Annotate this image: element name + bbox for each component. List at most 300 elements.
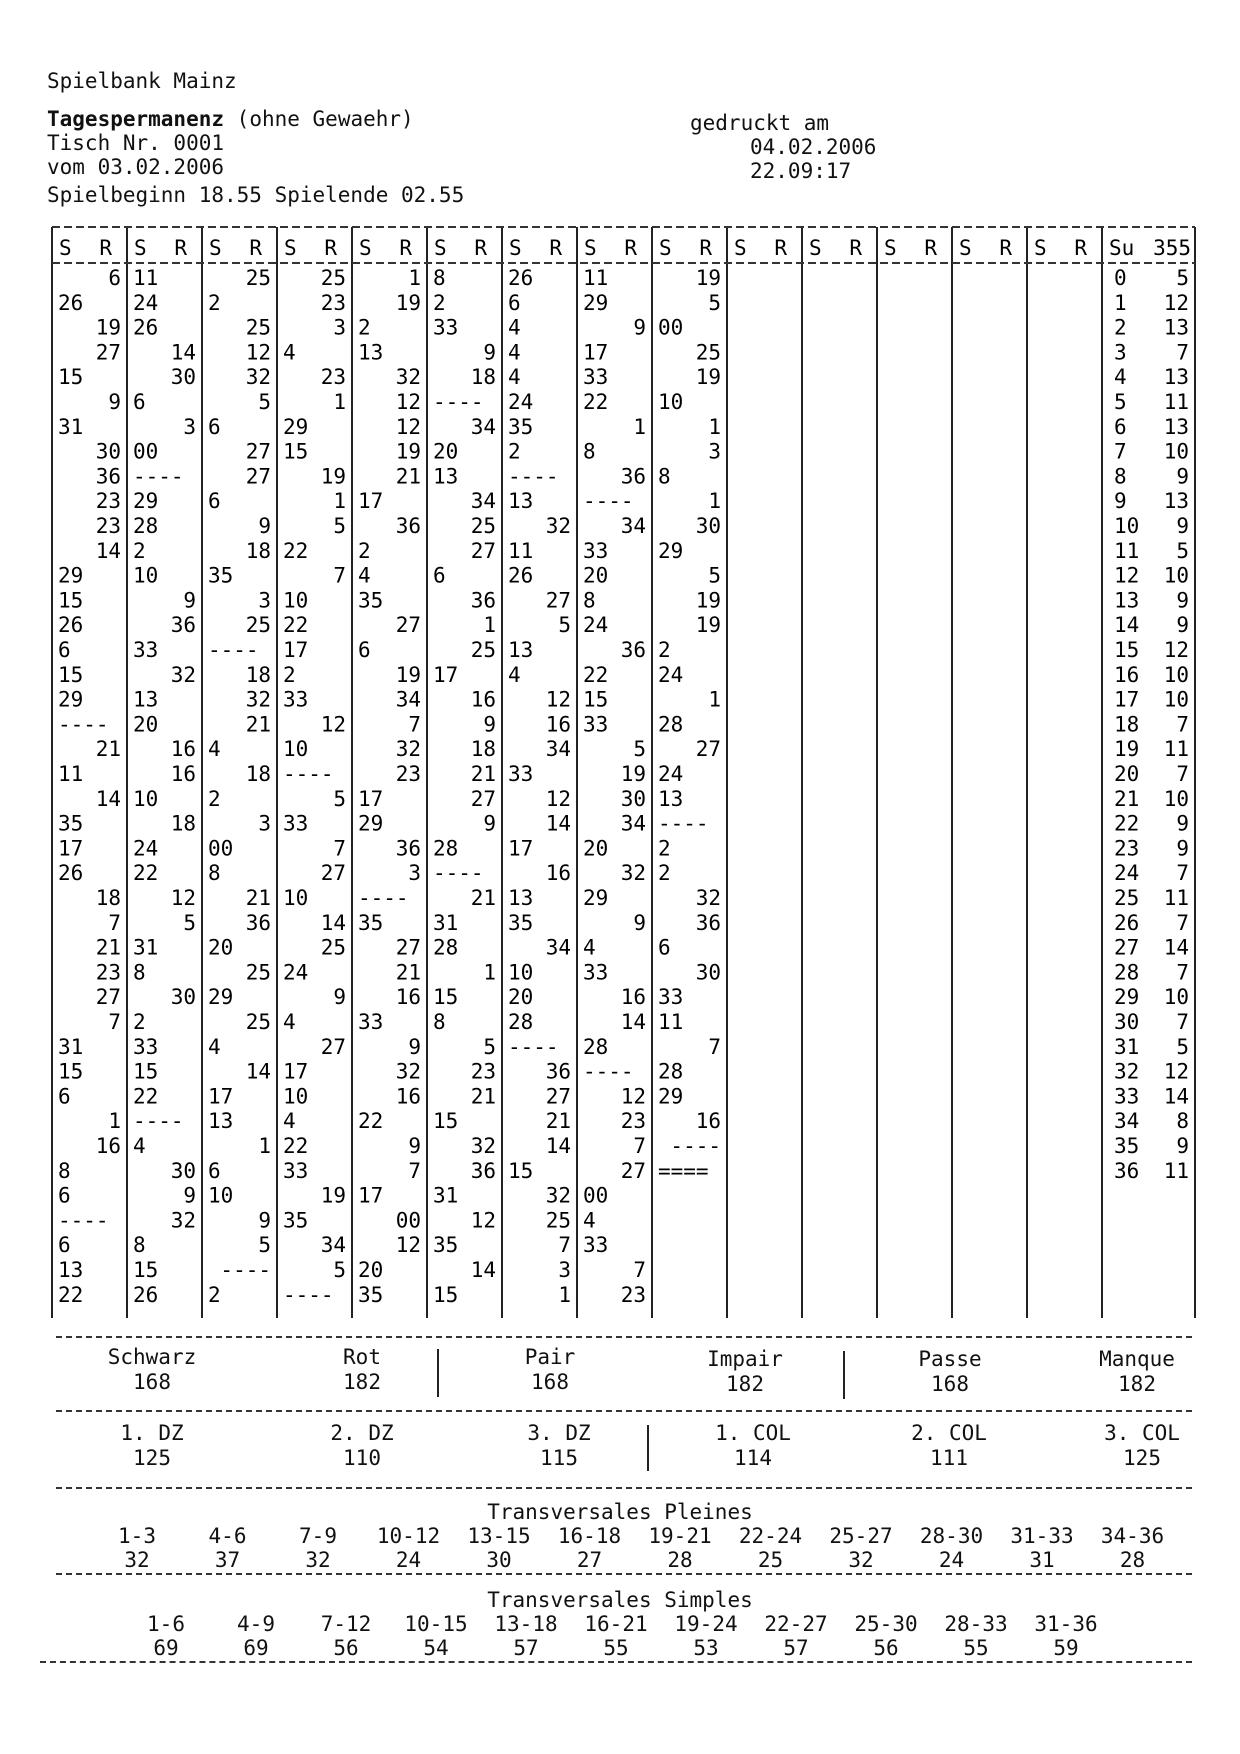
spin-number: ---- bbox=[283, 762, 334, 786]
spin-number: 5 bbox=[183, 910, 196, 935]
spin-number: 2 bbox=[508, 439, 521, 464]
spin-number: 4 bbox=[508, 340, 521, 365]
manque-label: Manque bbox=[1099, 1347, 1175, 1371]
spin-number: 12 bbox=[470, 1208, 496, 1233]
spin-number: 14 bbox=[470, 1258, 496, 1282]
spin-number: 19 bbox=[395, 290, 421, 315]
spin-number: 13 bbox=[508, 638, 534, 662]
transversale-pleine-label: 10-12 bbox=[376, 1524, 441, 1548]
frequency-count: 10 bbox=[1163, 563, 1189, 588]
transversale-pleine-label: 7-9 bbox=[299, 1524, 337, 1548]
spin-number: 1 bbox=[708, 489, 721, 514]
casino-name: Spielbank Mainz bbox=[47, 69, 237, 93]
frequency-count: 11 bbox=[1163, 1158, 1189, 1183]
column-header-r: R bbox=[849, 236, 862, 260]
spin-number: 00 bbox=[133, 439, 159, 464]
spin-number: 15 bbox=[133, 1258, 159, 1282]
spin-number: 34 bbox=[320, 1233, 346, 1258]
spin-number: 14 bbox=[95, 786, 121, 811]
frequency-count: 7 bbox=[1176, 960, 1189, 985]
frequency-number: 4 bbox=[1114, 365, 1127, 390]
spin-number: 35 bbox=[358, 910, 384, 935]
spin-number: 33 bbox=[133, 638, 159, 662]
column-header-s: S bbox=[209, 236, 222, 260]
spin-number: 16 bbox=[545, 712, 571, 737]
transversale-pleine-value: 24 bbox=[395, 1548, 422, 1572]
frequency-count: 9 bbox=[1176, 514, 1189, 538]
impair-label: Impair bbox=[707, 1347, 783, 1371]
spin-number: 12 bbox=[320, 712, 346, 737]
column-header-r: R bbox=[324, 236, 337, 260]
spin-number: 33 bbox=[358, 1010, 384, 1034]
column-header-s: S bbox=[1034, 236, 1047, 260]
spin-number: 30 bbox=[620, 786, 646, 811]
column-header-s: S bbox=[659, 236, 672, 260]
spin-number: 24 bbox=[133, 836, 159, 861]
spin-number: 12 bbox=[545, 687, 571, 712]
spin-number: 1 bbox=[633, 414, 646, 439]
spin-number: 5 bbox=[258, 1233, 271, 1258]
column-header-s: S bbox=[134, 236, 147, 260]
frequency-number: 5 bbox=[1114, 390, 1127, 414]
frequency-number: 20 bbox=[1114, 762, 1140, 786]
spin-number: 4 bbox=[358, 563, 371, 588]
column-header-r: R bbox=[549, 236, 562, 260]
spin-number: 2 bbox=[133, 1010, 146, 1034]
spin-number: 14 bbox=[245, 1059, 271, 1084]
spin-number: 27 bbox=[320, 861, 346, 886]
spin-number: 27 bbox=[95, 985, 121, 1010]
spin-number: 33 bbox=[583, 960, 609, 985]
frequency-count: 11 bbox=[1163, 390, 1189, 414]
column-header-r: R bbox=[699, 236, 712, 260]
spin-number: 2 bbox=[283, 662, 296, 687]
spin-number: 9 bbox=[258, 1208, 271, 1233]
spin-number: ---- bbox=[220, 1258, 271, 1282]
frequency-count: 7 bbox=[1176, 861, 1189, 886]
spin-number: 23 bbox=[395, 762, 421, 786]
printed-time: 22.09:17 bbox=[750, 159, 852, 183]
spin-number: 8 bbox=[208, 861, 221, 886]
frequency-number: 21 bbox=[1114, 786, 1140, 811]
spin-number: 2 bbox=[358, 538, 371, 563]
transversale-pleine-label: 25-27 bbox=[829, 1524, 893, 1548]
transversale-pleine-value: 37 bbox=[214, 1548, 241, 1572]
spin-number: 13 bbox=[433, 464, 459, 489]
spin-number: 6 bbox=[358, 638, 371, 662]
spin-number: 26 bbox=[133, 315, 159, 340]
transversale-simple-value: 55 bbox=[963, 1636, 989, 1660]
rot-value: 182 bbox=[343, 1370, 381, 1394]
spin-number: 3 bbox=[183, 414, 196, 439]
spin-number: 17 bbox=[508, 836, 534, 861]
spin-number: 1 bbox=[483, 613, 496, 638]
spin-number: 34 bbox=[470, 414, 496, 439]
spin-number: 27 bbox=[95, 340, 121, 365]
frequency-count: 10 bbox=[1163, 985, 1189, 1010]
spin-number: 18 bbox=[245, 538, 271, 563]
spin-number: 25 bbox=[695, 340, 721, 365]
frequency-count: 9 bbox=[1176, 464, 1189, 489]
transversale-simple-label: 1-6 bbox=[147, 1612, 185, 1636]
transversale-pleine-value: 32 bbox=[124, 1548, 150, 1572]
spin-number: 19 bbox=[695, 266, 721, 290]
spin-number: 14 bbox=[545, 1134, 571, 1158]
spin-number: 36 bbox=[695, 910, 721, 935]
spin-number: 35 bbox=[508, 910, 534, 935]
spin-number: 3 bbox=[333, 315, 346, 340]
spin-number: 8 bbox=[658, 464, 671, 489]
frequency-number: 12 bbox=[1114, 563, 1140, 588]
spin-number: 35 bbox=[58, 811, 84, 836]
spin-number: 3 bbox=[258, 811, 271, 836]
spin-number: 33 bbox=[283, 687, 309, 712]
spin-number: 3 bbox=[558, 1258, 571, 1282]
spin-number: 36 bbox=[95, 464, 121, 489]
frequency-number: 6 bbox=[1114, 414, 1127, 439]
spin-number: 33 bbox=[283, 1158, 309, 1183]
spin-number: 23 bbox=[95, 960, 121, 985]
spin-number: 7 bbox=[108, 910, 121, 935]
spin-number: 28 bbox=[433, 935, 459, 960]
transversale-simple-label: 28-33 bbox=[944, 1612, 1008, 1636]
column-header-r: R bbox=[474, 236, 487, 260]
transversale-simple-value: 55 bbox=[603, 1636, 629, 1660]
frequency-number: 24 bbox=[1114, 861, 1140, 886]
report-title bbox=[47, 107, 414, 131]
spin-number: 13 bbox=[208, 1109, 234, 1134]
spin-number: 20 bbox=[583, 836, 609, 861]
frequency-number: 35 bbox=[1114, 1134, 1140, 1158]
frequency-count: 10 bbox=[1163, 687, 1189, 712]
spin-number: 9 bbox=[408, 1134, 421, 1158]
frequency-count: 12 bbox=[1163, 1059, 1189, 1084]
spin-number: 17 bbox=[58, 836, 84, 861]
frequency-count: 13 bbox=[1163, 365, 1189, 390]
spin-number: 19 bbox=[695, 613, 721, 638]
spin-number: 10 bbox=[283, 737, 309, 762]
spin-number: 1 bbox=[558, 1282, 571, 1307]
summary-divider-3 bbox=[56, 1487, 1192, 1489]
spin-number: ---- bbox=[508, 1034, 559, 1059]
spin-number: 36 bbox=[545, 1059, 571, 1084]
spin-number: 4 bbox=[283, 340, 296, 365]
spin-number: 6 bbox=[208, 414, 221, 439]
spin-number: 9 bbox=[258, 514, 271, 538]
spin-number: 15 bbox=[508, 1158, 534, 1183]
dozen-1-label: 1. DZ bbox=[120, 1421, 184, 1445]
spin-number: 10 bbox=[133, 786, 159, 811]
spin-number: 28 bbox=[658, 1059, 684, 1084]
pair-label: Pair bbox=[524, 1345, 576, 1369]
transversales-pleines-title: Transversales Pleines bbox=[487, 1500, 753, 1524]
spin-number: 5 bbox=[333, 786, 346, 811]
frequency-number: 9 bbox=[1114, 489, 1127, 514]
transversale-pleine-label: 1-3 bbox=[118, 1524, 156, 1548]
spin-number: 8 bbox=[583, 439, 596, 464]
spin-number: 15 bbox=[58, 365, 84, 390]
spin-number: 16 bbox=[95, 1134, 121, 1158]
spin-number: 36 bbox=[170, 613, 196, 638]
spin-number: 27 bbox=[320, 1034, 346, 1059]
spin-number: 13 bbox=[58, 1258, 84, 1282]
frequency-count: 7 bbox=[1176, 712, 1189, 737]
transversale-simple-value: 57 bbox=[513, 1636, 539, 1660]
spin-number: 5 bbox=[708, 563, 721, 588]
spin-number: 18 bbox=[95, 886, 121, 910]
frequency-number: 19 bbox=[1114, 737, 1140, 762]
spin-number: 2 bbox=[658, 861, 671, 886]
frequency-number: 11 bbox=[1114, 538, 1140, 563]
spin-number: 26 bbox=[58, 861, 84, 886]
column-3-label: 3. COL bbox=[1104, 1421, 1180, 1445]
frequency-number: 28 bbox=[1114, 960, 1140, 985]
spin-number: 32 bbox=[245, 687, 271, 712]
spin-number: 7 bbox=[333, 836, 346, 861]
spin-number: 8 bbox=[133, 1233, 146, 1258]
column-2-value: 111 bbox=[930, 1446, 968, 1470]
spin-number: 31 bbox=[58, 1034, 84, 1059]
frequency-number: 34 bbox=[1114, 1109, 1140, 1134]
transversale-simple-value: 57 bbox=[783, 1636, 809, 1660]
transversale-simple-label: 16-21 bbox=[584, 1612, 648, 1636]
spin-number: 34 bbox=[545, 737, 571, 762]
spin-number: 22 bbox=[133, 1084, 159, 1109]
dozen-2-value: 110 bbox=[343, 1446, 381, 1470]
frequency-count: 7 bbox=[1176, 762, 1189, 786]
frequency-number: 31 bbox=[1114, 1034, 1140, 1059]
spin-number: 24 bbox=[658, 662, 684, 687]
frequency-count: 10 bbox=[1163, 662, 1189, 687]
spin-number: 20 bbox=[433, 439, 459, 464]
frequency-number: 0 bbox=[1114, 266, 1127, 290]
column-header-s: S bbox=[434, 236, 447, 260]
spin-number: 4 bbox=[208, 1034, 221, 1059]
frequency-count: 11 bbox=[1163, 737, 1189, 762]
spin-number: 27 bbox=[245, 439, 271, 464]
column-2-label: 2. COL bbox=[911, 1421, 987, 1445]
spin-number: 23 bbox=[320, 365, 346, 390]
spin-number: 22 bbox=[283, 538, 309, 563]
spin-number: 31 bbox=[433, 1183, 459, 1208]
spin-number: 36 bbox=[245, 910, 271, 935]
table-number: Tisch Nr. 0001 bbox=[47, 131, 225, 155]
spin-number: 32 bbox=[545, 1183, 571, 1208]
passe-label: Passe bbox=[918, 1347, 982, 1371]
column-header-s: S bbox=[59, 236, 72, 260]
spin-number: 28 bbox=[583, 1034, 609, 1059]
spin-number: 33 bbox=[583, 712, 609, 737]
spin-number: 33 bbox=[658, 985, 684, 1010]
frequency-number: 27 bbox=[1114, 935, 1140, 960]
spin-number: 11 bbox=[583, 266, 609, 290]
spin-number: 9 bbox=[633, 910, 646, 935]
spin-number: 33 bbox=[283, 811, 309, 836]
spin-number: 4 bbox=[133, 1134, 146, 1158]
spin-number: 22 bbox=[133, 861, 159, 886]
spin-number: 35 bbox=[433, 1233, 459, 1258]
spin-number: 25 bbox=[245, 613, 271, 638]
spin-number: 26 bbox=[58, 613, 84, 638]
spin-number: 9 bbox=[483, 340, 496, 365]
spin-number: 6 bbox=[433, 563, 446, 588]
summary-divider-2 bbox=[56, 1410, 1192, 1412]
spin-number: 2 bbox=[433, 290, 446, 315]
spin-number: 17 bbox=[358, 786, 384, 811]
frequency-number: 13 bbox=[1114, 588, 1140, 613]
frequency-number: 14 bbox=[1114, 613, 1140, 638]
spin-number: 35 bbox=[208, 563, 234, 588]
spin-number: 16 bbox=[170, 762, 196, 786]
spin-number: 16 bbox=[620, 985, 646, 1010]
spin-number: 12 bbox=[545, 786, 571, 811]
column-header-s: S bbox=[809, 236, 822, 260]
spin-number: 7 bbox=[408, 1158, 421, 1183]
spin-number: 32 bbox=[395, 737, 421, 762]
spin-number: 27 bbox=[545, 1084, 571, 1109]
frequency-count: 14 bbox=[1163, 1084, 1189, 1109]
spin-number: 18 bbox=[470, 365, 496, 390]
transversale-pleine-value: 32 bbox=[305, 1548, 331, 1572]
spin-number: ---- bbox=[583, 1059, 634, 1084]
spin-number: 20 bbox=[133, 712, 159, 737]
spin-number: 22 bbox=[358, 1109, 384, 1134]
frequency-count: 5 bbox=[1176, 1034, 1189, 1059]
transversale-pleine-label: 31-33 bbox=[1010, 1524, 1074, 1548]
frequency-number: 30 bbox=[1114, 1010, 1140, 1034]
spin-number: 35 bbox=[358, 588, 384, 613]
dozens-separator bbox=[647, 1425, 649, 1471]
column-header-s: S bbox=[284, 236, 297, 260]
transversale-simple-value: 56 bbox=[333, 1636, 359, 1660]
spin-number: 13 bbox=[658, 786, 684, 811]
spin-number: 2 bbox=[208, 1282, 221, 1307]
spin-number: 1 bbox=[333, 489, 346, 514]
spin-number: 21 bbox=[470, 886, 496, 910]
summary-divider-4 bbox=[56, 1573, 1192, 1575]
spin-number: 34 bbox=[620, 811, 646, 836]
frequency-count: 9 bbox=[1176, 588, 1189, 613]
spin-number: 10 bbox=[508, 960, 534, 985]
transversale-pleine-value: 24 bbox=[938, 1548, 965, 1572]
spin-number: 00 bbox=[583, 1183, 609, 1208]
spin-number: 5 bbox=[483, 1034, 496, 1059]
spin-number: 7 bbox=[333, 563, 346, 588]
spin-number: 32 bbox=[170, 662, 196, 687]
spin-number: 18 bbox=[245, 662, 271, 687]
spin-number: ---- bbox=[133, 1109, 184, 1134]
printed-label: gedruckt am bbox=[690, 111, 830, 135]
spin-number: 15 bbox=[133, 1059, 159, 1084]
spin-number: 24 bbox=[283, 960, 309, 985]
spin-number: 5 bbox=[258, 390, 271, 414]
spin-number: 19 bbox=[395, 662, 421, 687]
sum-header-total: 355 bbox=[1153, 236, 1191, 260]
transversale-pleine-value: 27 bbox=[576, 1548, 603, 1572]
spin-number: 15 bbox=[58, 1059, 84, 1084]
transversale-simple-value: 53 bbox=[693, 1636, 719, 1660]
frequency-number: 22 bbox=[1114, 811, 1140, 836]
spin-number: 18 bbox=[170, 811, 196, 836]
spin-number: 8 bbox=[433, 266, 446, 290]
spin-number: 4 bbox=[583, 935, 596, 960]
spin-number: 2 bbox=[358, 315, 371, 340]
chances-separator-1 bbox=[437, 1349, 439, 1397]
spin-number: 30 bbox=[170, 365, 196, 390]
spin-number: 19 bbox=[620, 762, 646, 786]
spin-number: ---- bbox=[658, 811, 709, 836]
column-header-s: S bbox=[584, 236, 597, 260]
spin-number: 11 bbox=[133, 266, 159, 290]
spin-number: 18 bbox=[470, 737, 496, 762]
spin-number: 22 bbox=[283, 1134, 309, 1158]
spin-number: 10 bbox=[208, 1183, 234, 1208]
spin-number: 9 bbox=[183, 588, 196, 613]
report-title-note: (ohne Gewaehr) bbox=[236, 107, 414, 131]
spin-number: 23 bbox=[620, 1282, 646, 1307]
frequency-count: 13 bbox=[1163, 315, 1189, 340]
spin-number: 14 bbox=[620, 1010, 646, 1034]
spin-number: 20 bbox=[508, 985, 534, 1010]
spin-number: 23 bbox=[95, 489, 121, 514]
spin-number: 17 bbox=[358, 489, 384, 514]
spin-number: ---- bbox=[358, 886, 409, 910]
frequency-count: 13 bbox=[1163, 489, 1189, 514]
spin-number: 15 bbox=[433, 1109, 459, 1134]
spin-number: 23 bbox=[320, 290, 346, 315]
spin-number: 20 bbox=[208, 935, 234, 960]
spin-number: 23 bbox=[470, 1059, 496, 1084]
frequency-number: 26 bbox=[1114, 910, 1140, 935]
spin-number: 16 bbox=[545, 861, 571, 886]
spin-number: 22 bbox=[58, 1282, 84, 1307]
spin-number: 36 bbox=[620, 464, 646, 489]
spin-number: 27 bbox=[470, 786, 496, 811]
spin-number: 17 bbox=[283, 638, 309, 662]
spin-number: 34 bbox=[620, 514, 646, 538]
schwarz-value: 168 bbox=[133, 1370, 171, 1394]
spin-number: 14 bbox=[320, 910, 346, 935]
spin-number: 19 bbox=[695, 588, 721, 613]
transversale-simple-label: 25-30 bbox=[854, 1612, 918, 1636]
spin-number: 24 bbox=[133, 290, 159, 315]
transversale-pleine-value: 32 bbox=[848, 1548, 874, 1572]
dozens-columns-row bbox=[0, 1421, 1240, 1481]
column-header-r: R bbox=[99, 236, 112, 260]
frequency-count: 12 bbox=[1163, 290, 1189, 315]
spin-number: 26 bbox=[508, 563, 534, 588]
spin-number: 00 bbox=[208, 836, 234, 861]
spin-number: 16 bbox=[170, 737, 196, 762]
frequency-count: 9 bbox=[1176, 1134, 1189, 1158]
manque-value: 182 bbox=[1118, 1372, 1156, 1396]
spin-number: 22 bbox=[283, 613, 309, 638]
spin-number: 10 bbox=[658, 390, 684, 414]
dozen-1-value: 125 bbox=[133, 1446, 171, 1470]
spin-number: 2 bbox=[658, 638, 671, 662]
spin-number: 7 bbox=[708, 1034, 721, 1059]
frequency-count: 10 bbox=[1163, 439, 1189, 464]
spin-number: ---- bbox=[133, 464, 184, 489]
transversale-simple-label: 4-9 bbox=[237, 1612, 275, 1636]
transversale-simple-value: 59 bbox=[1053, 1636, 1079, 1660]
spin-number: 6 bbox=[58, 1233, 71, 1258]
column-header-r: R bbox=[399, 236, 412, 260]
spin-number: 12 bbox=[395, 390, 421, 414]
spin-number: 1 bbox=[708, 687, 721, 712]
column-header-r: R bbox=[774, 236, 787, 260]
spin-number: 10 bbox=[283, 886, 309, 910]
